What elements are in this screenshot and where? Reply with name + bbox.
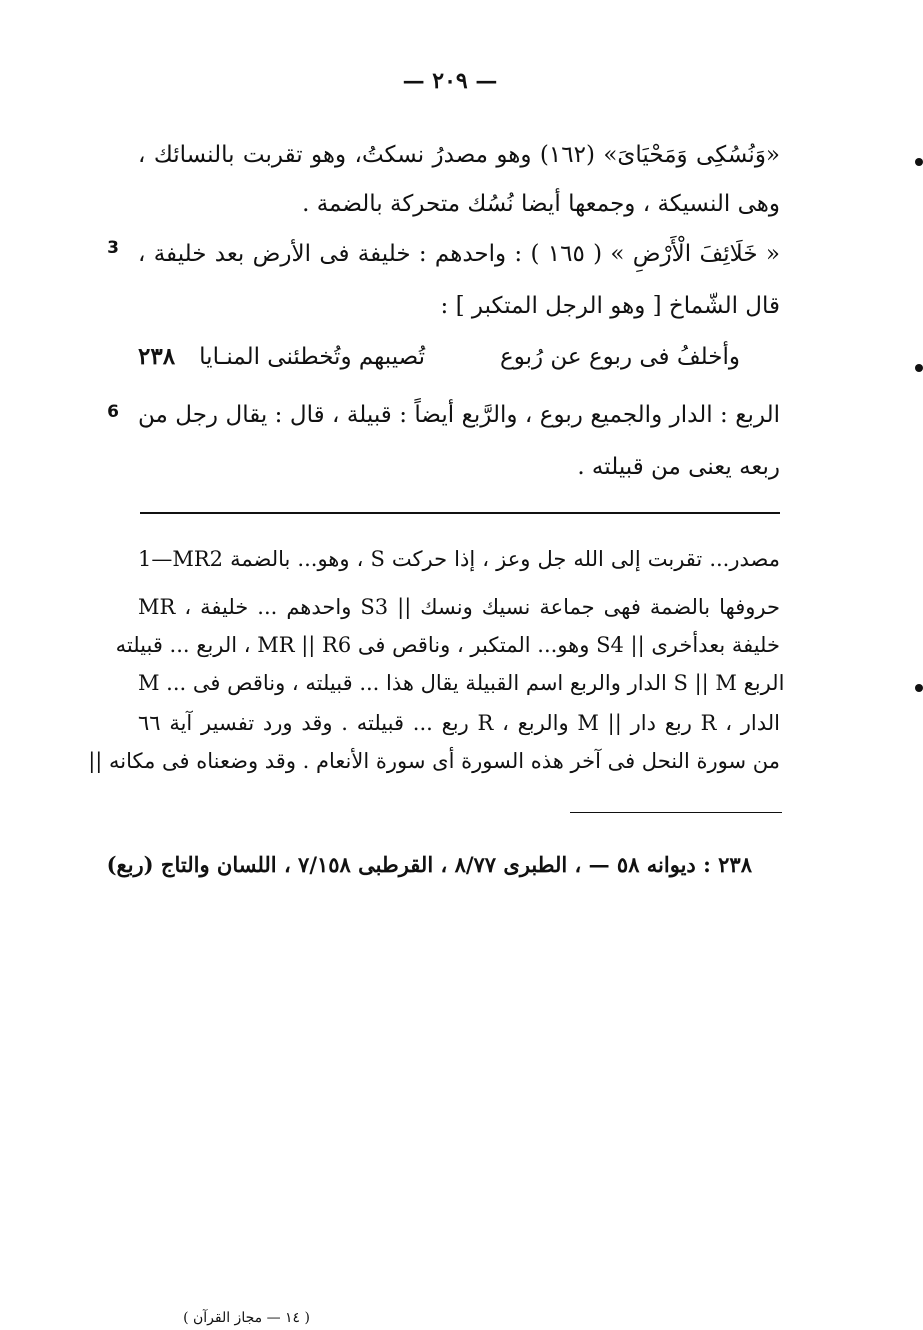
- reference-divider: [570, 812, 782, 813]
- reference-line: ٢٣٨ : ديوانه ٥٨ — ، الطبرى ٨/٧٧ ، القرطبى ٧/١٥٨ ، اللسان والتاج (ربع): [106, 852, 752, 877]
- verse-hemistich-first: وأخلفُ فى ربوع عن رُبوع: [499, 344, 740, 370]
- verse-hemistich-second: تُصيبهم وتُخطئنى المنـايا: [199, 344, 425, 370]
- text-line: وهى النسيكة ، وجمعها أيضا نُسُك متحركة بالضمة .: [302, 191, 780, 217]
- apparatus-line: الدار ، R ربع دار || M والربع ، R ربع ... قبيلته . وقد ورد تفسير آية ٦٦: [138, 711, 780, 735]
- apparatus-line: M ... الدار والربع اسم القبيلة يقال هذا ... قبيلته ، وناقص فى S || M الربع: [138, 671, 785, 695]
- text-line: «وَنُسُكِى وَمَحْيَاىَ» (١٦٢) وهو مصدرُ نسكتُ، وهو تقربت بالنسائك ،: [138, 142, 780, 168]
- apparatus-line: حروفها بالضمة فهى جماعة نسيك ونسك || S3 واحدهم ... خليفة ، MR: [138, 595, 780, 619]
- line-number: 3: [107, 238, 119, 258]
- text-line: « خَلَائِفَ الْأَرْضِ » ( ١٦٥ ) : واحدهم : خليفة فى الأرض بعد خليفة ،: [138, 241, 780, 267]
- margin-dot: [915, 684, 923, 692]
- text-line: الربع : الدار والجميع ربوع ، والرَّبع أيضاً : قبيلة ، قال : يقال رجل من: [138, 402, 780, 428]
- apparatus-line: 1—MR2 وهو... بالضمة ، S مصدر... تقربت إلى الله جل وعز ، إذا حركت: [138, 547, 780, 571]
- line-number: 6: [107, 402, 119, 422]
- footnote-divider: [140, 512, 780, 514]
- text-line: قال الشّماخ [ وهو الرجل المتكبر ] :: [440, 293, 780, 319]
- apparatus-line: خليفة بعدأخرى || S4 وهو... المتكبر ، وناقص فى MR || R6 ، الربع ... قبيلته: [115, 633, 780, 657]
- footer-signature: ( ١٤ — مجاز القرآن ): [183, 1310, 310, 1326]
- margin-dot: [915, 364, 923, 372]
- apparatus-line: من سورة النحل فى آخر هذه السورة أى سورة الأنعام . وقد وضعناه فى مكانه ||: [88, 749, 780, 773]
- text-line: ربعه يعنى من قبيلته .: [577, 454, 780, 480]
- verse-number: ٢٣٨: [138, 343, 176, 370]
- margin-dot: [915, 158, 923, 166]
- page-number: — ٢٠٩ —: [402, 68, 498, 94]
